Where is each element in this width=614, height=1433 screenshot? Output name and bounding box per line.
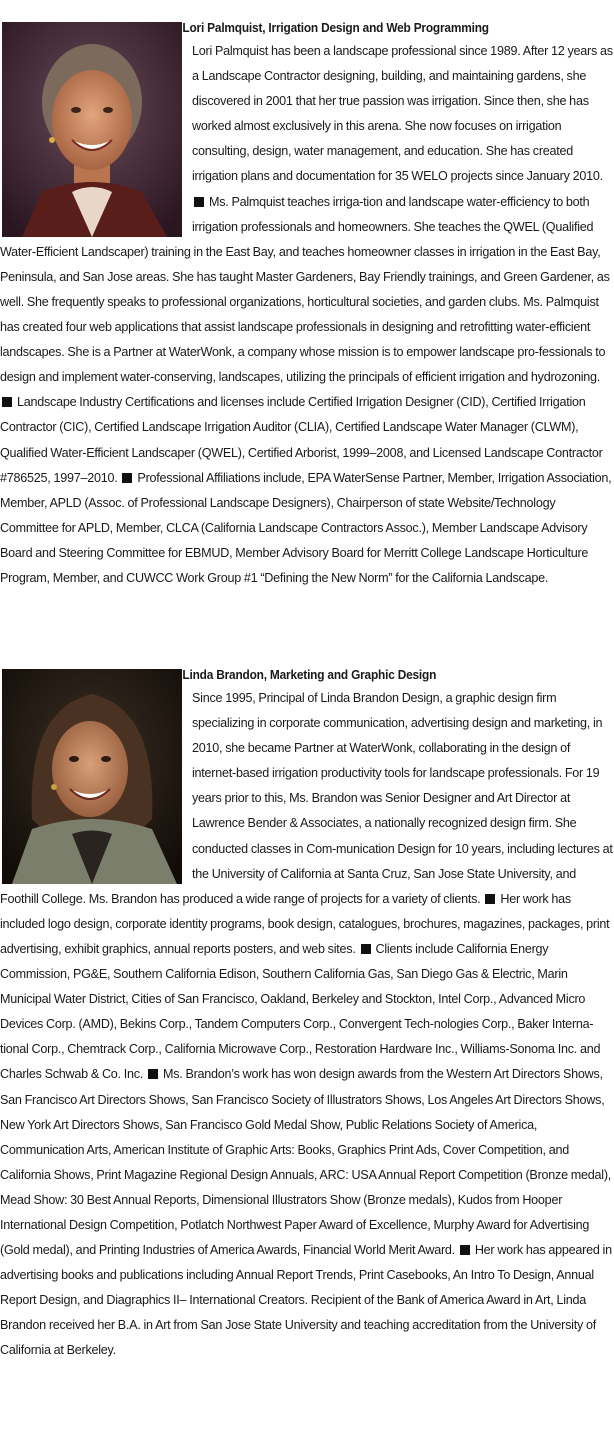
- portrait-photo-icon: [2, 22, 182, 237]
- bio-linda-brandon: [0, 647, 614, 1364]
- bio-paragraph: Professional Affiliations include, EPA WaterSense Partner, Member, Irrigation Association, Member, APLD (Assoc. of Professional Landscape Designers), Chairperson of state Website/Technology Committee for APLD, Member, CLCA (California Landscape Contractors Assoc.), Member Landscape Advisory Board and Steering Committee for EBMUD, Member Advisory Board for Merritt College Landscape Horticulture Program, Member, and CUWCC Work Group #1 “Defining the New Norm” for the California Landscape.: [0, 470, 612, 585]
- section-separator-icon: [485, 894, 495, 904]
- bio-paragraph: Her work has appeared in advertising books and publications including Annual Report Trends, Print Casebooks, An Intro To Design, Annual Report Design, and Diagraphics II– International Creators. Recipient of the Bank of America Award in Art, Linda Brandon received her B.A. in Art from San Jose State University and teaching accreditation from the University of California at Berkeley.: [0, 1243, 612, 1358]
- section-separator-icon: [122, 473, 132, 483]
- bio-paragraph: Ms. Brandon’s work has won design awards from the Western Art Directors Shows, San Francisco Art Directors Shows, San Francisco Society of Illustrators Shows, Los Angeles Art Directors Shows, New York Art Directors Shows, San Francisco Gold Medal Show, Public Relations Society of America, Communication Arts, American Institute of Graphic Arts: Books, Graphics Print Ads, Cover Competition, and California Shows, Print Magazine Regional Design Annuals, ARC: USA Annual Report Competition (Bronze medal), Mead Show: 30 Best Annual Reports, Dimensional Illustrators Show (Bronze medals), Kudos from Hooper International Design Competition, Potlatch Northwest Paper Award of Excellence, Murphy Award for Advertising (Gold medal), and Printing Industries of America Awards, Financial World Merit Award.: [0, 1067, 612, 1258]
- section-separator-icon: [148, 1069, 158, 1079]
- bio-paragraph: Her work has included logo design, corporate identity programs, book design, catalogues, brochures, magazines, packages, print advertising, exhibit graphics, annual reports posters, and web sites.: [0, 891, 610, 956]
- bio-paragraph: Since 1995, Principal of Linda Brandon Design, a graphic design firm specializing in corporate communication, advertising design and marketing, in 2010, she became Partner at WaterWonk, collaborating in the design of internet-based irrigation productivity tools for landscape professionals. For 19 years prior to this, Ms. Brandon was Senior Designer and Art Director at Lawrence Bender & Associates, a nationally recognized design firm. She conducted classes in Com-munication Design for 10 years, including lectures at the University of California at Santa Cruz, San Jose State University, and Foothill College. Ms. Brandon has produced a wide range of projects for a variety of clients.: [0, 691, 613, 906]
- bio-paragraph: Lori Palmquist has been a landscape professional since 1989. After 12 years as a Landscape Contractor designing, building, and maintaining gardens, she discovered in 2001 that her true passion was irrigation. Since then, she has worked almost exclusively in this arena. She now focuses on irrigation consulting, design, water management, and education. She has created irrigation plans and documentation for 35 WELO projects since January 2010.: [192, 44, 613, 184]
- bio-paragraph: Clients include California Energy Commission, PG&E, Southern California Edison, Southern California Gas, San Diego Gas & Electric, Marin Municipal Water District, Cities of San Francisco, Oakland, Berkeley and Stockton, Intel Corp., Advanced Micro Devices Corp. (AMD), Bekins Corp., Tandem Computers Corp., Convergent Tech-nologies Corp., Baker Interna-tional Corp., Chemtrack Corp., California Microwave Corp., Restoration Hardware Inc., Williams-Sonoma Inc. and Charles Schwab & Co. Inc.: [0, 941, 601, 1082]
- section-separator-icon: [2, 397, 12, 407]
- bio-title: Linda Brandon, Marketing and Graphic Design: [182, 668, 437, 682]
- portrait-photo-icon: [2, 669, 182, 884]
- bio-title: Lori Palmquist, Irrigation Design and Web Programming: [182, 21, 489, 35]
- section-separator-icon: [460, 1245, 470, 1255]
- section-separator-icon: [194, 197, 204, 207]
- bio-lori-palmquist: [0, 0, 614, 591]
- bio-paragraph: Ms. Palmquist teaches irriga-tion and landscape water-efficiency to both irrigation professionals and homeowners. She teaches the QWEL (Qualified Water-Efficient Landscaper) training in the East Bay, and teaches homeowner classes in irrigation in the East Bay, Peninsula, and San Jose areas. She has taught Master Gardeners, Bay Friendly trainings, and Green Gardener, as well. She frequently speaks to professional organizations, horticultural societies, and garden clubs. Ms. Palmquist has created four web applications that assist landscape professionals in designing and retrofitting water-efficient landscapes. She is a Partner at WaterWonk, a company whose mission is to empower landscape pro-fessionals to design and implement water-conserving, landscapes, utilizing the principals of efficient irrigation and hydrozoning.: [0, 194, 610, 385]
- bio-paragraph: Landscape Industry Certifications and licenses include Certified Irrigation Designer (CID), Certified Irrigation Contractor (CIC), Certified Landscape Irrigation Auditor (CLIA), Certified Landscape Water Manager (CLWM), Qualified Water-Efficient Landscaper (QWEL), Certified Arborist, 1999–2008, and Licensed Landscape Contractor #786525, 1997–2010.: [0, 395, 603, 485]
- section-separator-icon: [361, 944, 371, 954]
